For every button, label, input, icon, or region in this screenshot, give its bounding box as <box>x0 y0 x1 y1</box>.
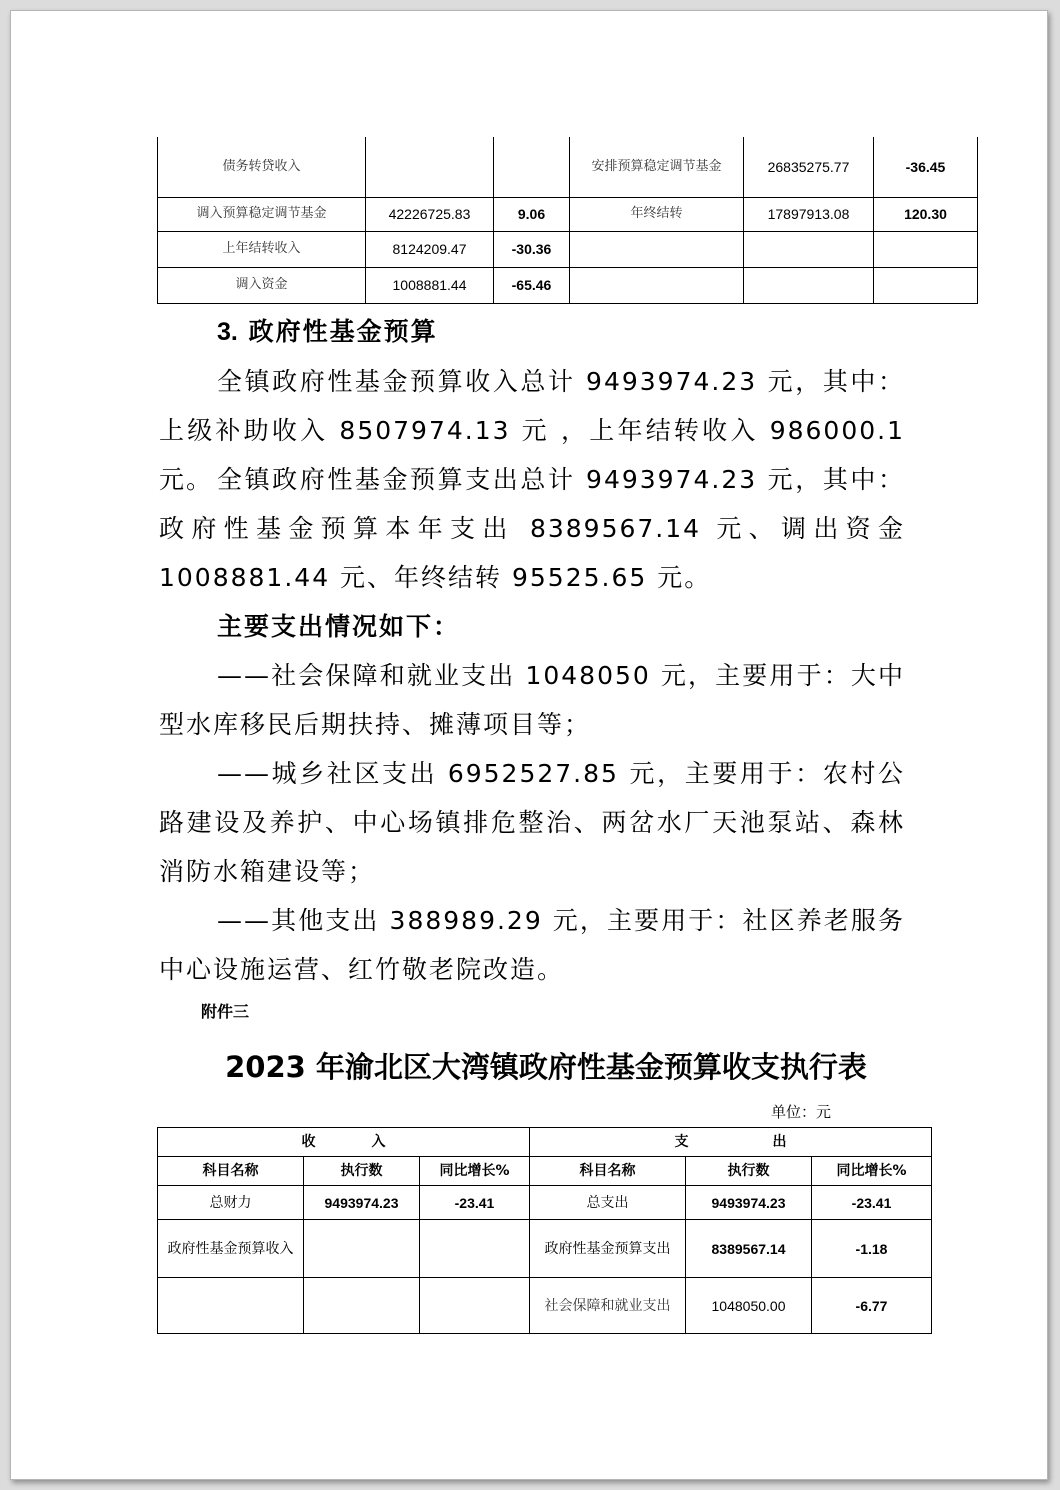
cell-right-name: 安排预算稳定调节基金 <box>570 137 744 197</box>
col-growth-header: 同比增长% <box>420 1157 530 1186</box>
cell-right-growth: -23.41 <box>812 1186 932 1220</box>
cell-right-growth: -36.45 <box>874 137 978 197</box>
budget-continuation-table <box>157 137 978 304</box>
unit-label: 单位：元 <box>771 1103 832 1121</box>
col-name-header: 科目名称 <box>158 1157 304 1186</box>
cell-left-growth: -65.46 <box>494 267 570 303</box>
table-column-header-row <box>158 1157 932 1186</box>
paragraph-urban-rural: ——城乡社区支出 6952527.85 元，主要用于：农村公路建设及养护、中心场镇排危整治、两岔水厂天池泵站、森林消防水箱建设等； <box>159 759 905 886</box>
cell-right-value: 9493974.23 <box>686 1186 812 1220</box>
cell-left-growth <box>420 1220 530 1278</box>
cell-right-name: 社会保障和就业支出 <box>530 1278 686 1334</box>
table-row <box>158 1186 932 1220</box>
cell-left-value: 1008881.44 <box>366 267 494 303</box>
cell-right-growth: -6.77 <box>812 1278 932 1334</box>
cell-left-value: 42226725.83 <box>366 197 494 231</box>
table-row <box>158 137 978 197</box>
table-row <box>158 231 978 267</box>
income-header: 收 入 <box>158 1128 530 1157</box>
cell-right-value: 26835275.77 <box>744 137 874 197</box>
cell-right-name: 总支出 <box>530 1186 686 1220</box>
cell-left-name: 调入资金 <box>158 267 366 303</box>
cell-left-name: 上年结转收入 <box>158 231 366 267</box>
cell-right-name <box>570 267 744 303</box>
table-header-row <box>158 1128 932 1157</box>
document-page <box>10 10 1048 1480</box>
cell-right-value: 8389567.14 <box>686 1220 812 1278</box>
cell-left-value <box>366 137 494 197</box>
cell-left-value: 9493974.23 <box>304 1186 420 1220</box>
sub-heading: 主要支出情况如下： <box>217 612 461 641</box>
cell-right-value: 17897913.08 <box>744 197 874 231</box>
cell-right-name <box>570 231 744 267</box>
annex-label: 附件三 <box>201 1002 250 1021</box>
cell-right-growth <box>874 231 978 267</box>
table-row <box>158 197 978 231</box>
expense-header: 支 出 <box>530 1128 932 1157</box>
cell-right-growth: -1.18 <box>812 1220 932 1278</box>
cell-right-growth: 120.30 <box>874 197 978 231</box>
cell-right-value <box>744 267 874 303</box>
table-title: 2023 年渝北区大湾镇政府性基金预算收支执行表 <box>225 1050 867 1084</box>
cell-left-name: 政府性基金预算收入 <box>158 1220 304 1278</box>
fund-budget-table <box>157 1127 932 1334</box>
table-row <box>158 1220 932 1278</box>
cell-left-growth: -30.36 <box>494 231 570 267</box>
cell-left-value: 8124209.47 <box>366 231 494 267</box>
cell-left-growth: 9.06 <box>494 197 570 231</box>
section-heading: 3. 政府性基金预算 <box>217 317 438 346</box>
col-growth-header: 同比增长% <box>812 1157 932 1186</box>
paragraph-other: ——其他支出 388989.29 元，主要用于：社区养老服务中心设施运营、红竹敬老院改造。 <box>159 906 905 984</box>
cell-right-growth <box>874 267 978 303</box>
paragraph-expense: 全镇政府性基金预算支出总计 9493974.23 元，其中：政府性基金预算本年支出 8389567.14 元、调出资金 1008881.44 元、年终结转 95525.65 元。 <box>159 465 905 592</box>
col-value-header: 执行数 <box>686 1157 812 1186</box>
cell-right-value <box>744 231 874 267</box>
cell-right-name: 年终结转 <box>570 197 744 231</box>
table-row <box>158 267 978 303</box>
cell-left-name <box>158 1278 304 1334</box>
col-name-header: 科目名称 <box>530 1157 686 1186</box>
paragraph-income: 全镇政府性基金预算收入总计 9493974.23 元，其中：上级补助收入 8507974.13 元 ，上年结转收入 986000.1 元。 <box>159 367 905 494</box>
cell-right-value: 1048050.00 <box>686 1278 812 1334</box>
cell-left-growth <box>420 1278 530 1334</box>
paragraph-social-security: ——社会保障和就业支出 1048050 元，主要用于：大中型水库移民后期扶持、摊薄项目等； <box>159 661 905 739</box>
cell-left-name: 债务转贷收入 <box>158 137 366 197</box>
cell-left-name: 调入预算稳定调节基金 <box>158 197 366 231</box>
cell-left-growth <box>494 137 570 197</box>
cell-left-value <box>304 1220 420 1278</box>
cell-left-value <box>304 1278 420 1334</box>
col-value-header: 执行数 <box>304 1157 420 1186</box>
cell-left-growth: -23.41 <box>420 1186 530 1220</box>
cell-right-name: 政府性基金预算支出 <box>530 1220 686 1278</box>
table-row <box>158 1278 932 1334</box>
cell-left-name: 总财力 <box>158 1186 304 1220</box>
